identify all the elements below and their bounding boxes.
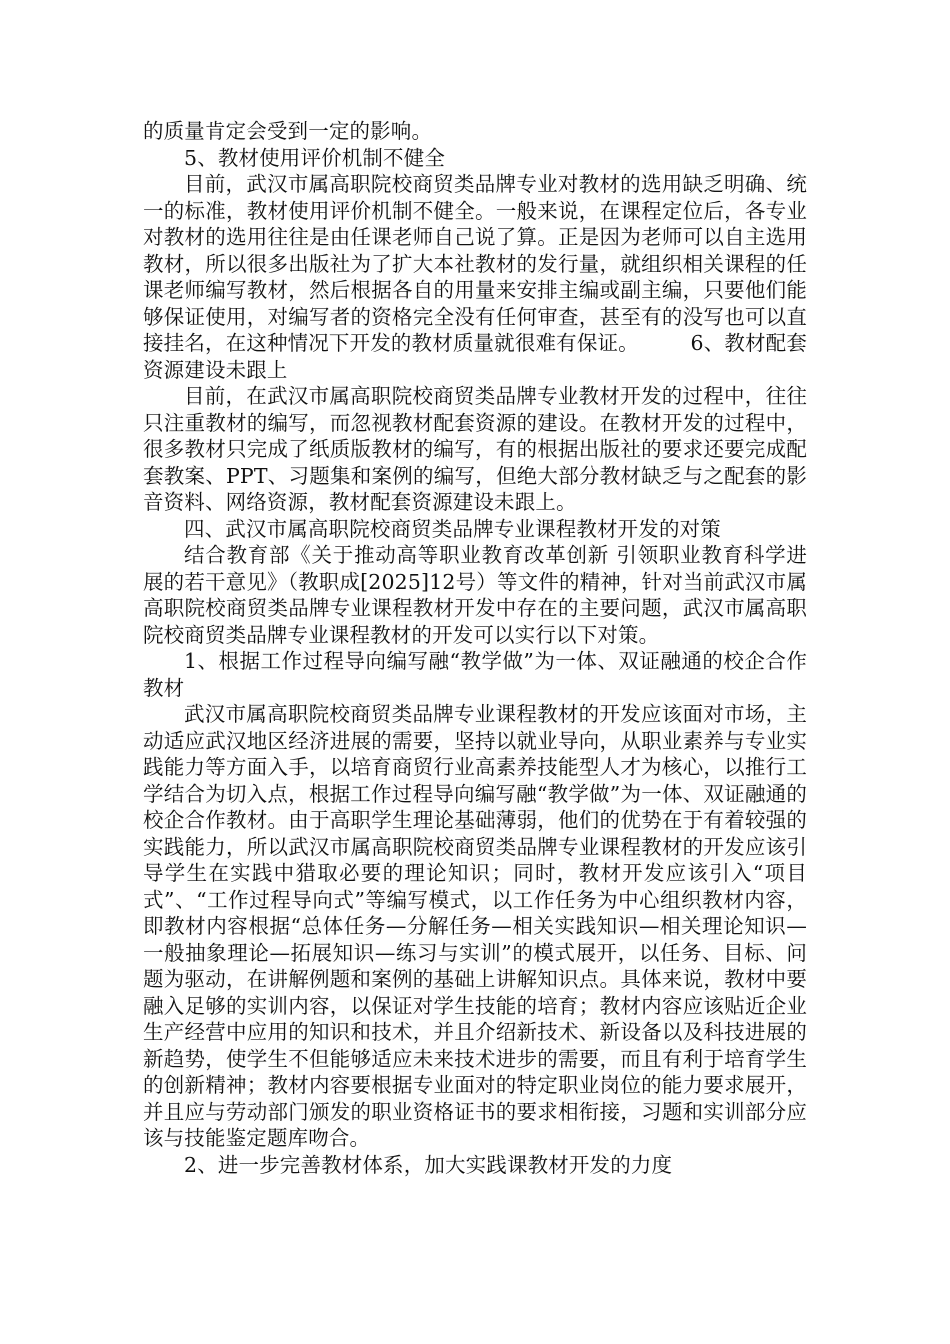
section-heading-countermeasures: 四、武汉市属高职院校商贸类品牌专业课程教材开发的对策 — [184, 516, 721, 541]
heading-evaluation-mechanism: 5、教材使用评价机制不健全 — [184, 145, 445, 170]
document-page — [143, 118, 807, 1178]
paragraph-countermeasures-intro: 结合教育部《关于推动高等职业教育改革创新 引领职业教育科学进展的若干意见》（教职成[2025]12号）等文件的精神，针对当前武汉市属高职院校商贸类品牌专业课程教材开发中存在的主要问题，武汉市属高职院校商贸类品牌专业课程教材的开发可以实行以下对策。 — [143, 543, 807, 647]
paragraph-work-process-textbooks: 武汉市属高职院校商贸类品牌专业课程教材的开发应该面对市场，主动适应武汉地区经济进展的需要，坚持以就业导向，从职业素养与专业实践能力等方面入手，以培育商贸行业高素养技能型人才为核心，以推行工学结合为切入点，根据工作过程导向编写融“教学做”为一体、双证融通的校企合作教材。由于高职学生理论基础薄弱，他们的优势在于有着较强的实践能力，所以武汉市属高职院校商贸类品牌专业课程教材的开发应该引导学生在实践中猎取必要的理论知识；同时，教材开发应该引入“项目式”、“工作过程导向式”等编写模式，以工作任务为中心组织教材内容，即教材内容根据“总体任务—分解任务—相关实践知识—相关理论知识—一般抽象理论—拓展知识—练习与实训”的模式展开，以任务、目标、问题为驱动，在讲解例题和案例的基础上讲解知识点。具体来说，教材中要融入足够的实训内容，以保证对学生技能的培育；教材内容应该贴近企业生产经营中应用的知识和技术，并且介绍新技术、新设备以及科技进展的新趋势，使学生不但能够适应未来技术进步的需要，而且有利于培育学生的创新精神；教材内容要根据专业面对的特定职业岗位的能力要求展开，并且应与劳动部门颁发的职业资格证书的要求相衔接，习题和实训部分应该与技能鉴定题库吻合。 — [143, 702, 807, 1150]
heading-textbook-system: 2、进一步完善教材体系，加大实践课教材开发的力度 — [184, 1152, 673, 1177]
heading-work-process-textbooks: 1、根据工作过程导向编写融“教学做”为一体、双证融通的校企合作教材 — [143, 649, 807, 700]
paragraph-continuation: 的质量肯定会受到一定的影响。 — [143, 119, 433, 143]
paragraph-evaluation-mechanism: 目前，武汉市属高职院校商贸类品牌专业对教材的选用缺乏明确、统一的标准，教材使用评价机制不健全。一般来说，在课程定位后，各专业对教材的选用往往是由任课老师自己说了算。正是因为老师可以自主选用教材，所以很多出版社为了扩大本社教材的发行量，就组织相关课程的任课老师编写教材，然后根据各自的用量来安排主编或副主编，只要他们能够保证使用，对编写者的资格完全没有任何审查，甚至有的没写也可以直接挂名，在这种情况下开发的教材质量就很难有保证。 6、教材配套资源建设未跟上 — [143, 172, 807, 382]
paragraph-supporting-resources: 目前，在武汉市属高职院校商贸类品牌专业教材开发的过程中，往往只注重教材的编写，而忽视教材配套资源的建设。在教材开发的过程中，很多教材只完成了纸质版教材的编写，有的根据出版社的要求还要完成配套教案、PPT、习题集和案例的编写，但绝大部分教材缺乏与之配套的影音资料、网络资源，教材配套资源建设未跟上。 — [143, 384, 807, 514]
